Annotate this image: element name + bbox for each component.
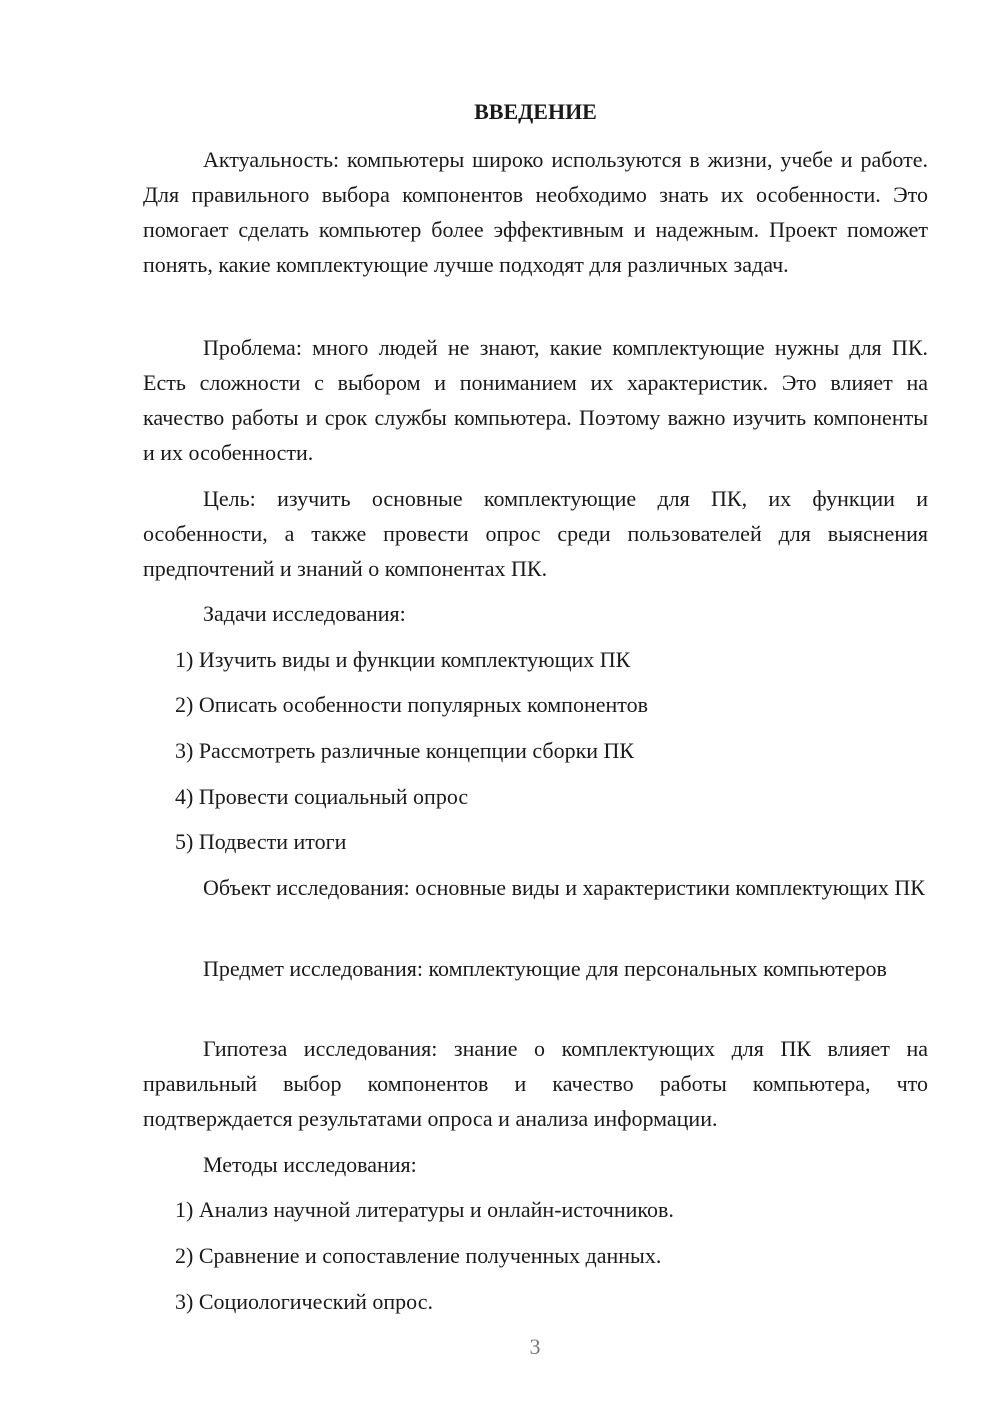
method-item: 2) Сравнение и сопоставление полученных данных.: [175, 1243, 662, 1268]
methods-heading: Методы исследования:: [203, 1152, 417, 1177]
problem-paragraph: Проблема: много людей не знают, какие комплектующие нужны для ПК. Есть сложности с выбором и пониманием их характеристик. Это влияет на качество работы и срок службы компьютера. Поэтому важно изучить компоненты и их особенности.: [143, 335, 928, 465]
subject-paragraph: Предмет исследования: комплектующие для персональных компьютеров: [203, 956, 887, 981]
hypothesis-paragraph: Гипотеза исследования: знание о комплектующих для ПК влияет на правильный выбор компонентов и качество работы компьютера, что подтверждается результатами опроса и анализа информации.: [143, 1036, 928, 1131]
document-title: ВВЕДЕНИЕ: [474, 99, 597, 124]
task-item: 1) Изучить виды и функции комплектующих ПК: [175, 647, 631, 672]
goal-paragraph: Цель: изучить основные комплектующие для ПК, их функции и особенности, а также провести опрос среди пользователей для выяснения предпочтений и знаний о компонентах ПК.: [143, 486, 928, 581]
task-item: 3) Рассмотреть различные концепции сборки ПК: [175, 738, 635, 763]
relevance-paragraph: Актуальность: компьютеры широко используются в жизни, учебе и работе. Для правильного выбора компонентов необходимо знать их особенности. Это помогает сделать компьютер более эффективным и надежным. Проект поможет понять, какие комплектующие лучше подходят для различных задач.: [143, 147, 928, 277]
object-paragraph: Объект исследования: основные виды и характеристики комплектующих ПК: [203, 875, 925, 900]
page-number: 3: [529, 1334, 541, 1359]
method-item: 1) Анализ научной литературы и онлайн-источников.: [175, 1197, 674, 1222]
task-item: 4) Провести социальный опрос: [175, 784, 469, 809]
tasks-heading: Задачи исследования:: [203, 601, 406, 626]
method-item: 3) Социологический опрос.: [175, 1289, 433, 1314]
task-item: 5) Подвести итоги: [175, 829, 347, 854]
task-item: 2) Описать особенности популярных компонентов: [175, 692, 648, 717]
